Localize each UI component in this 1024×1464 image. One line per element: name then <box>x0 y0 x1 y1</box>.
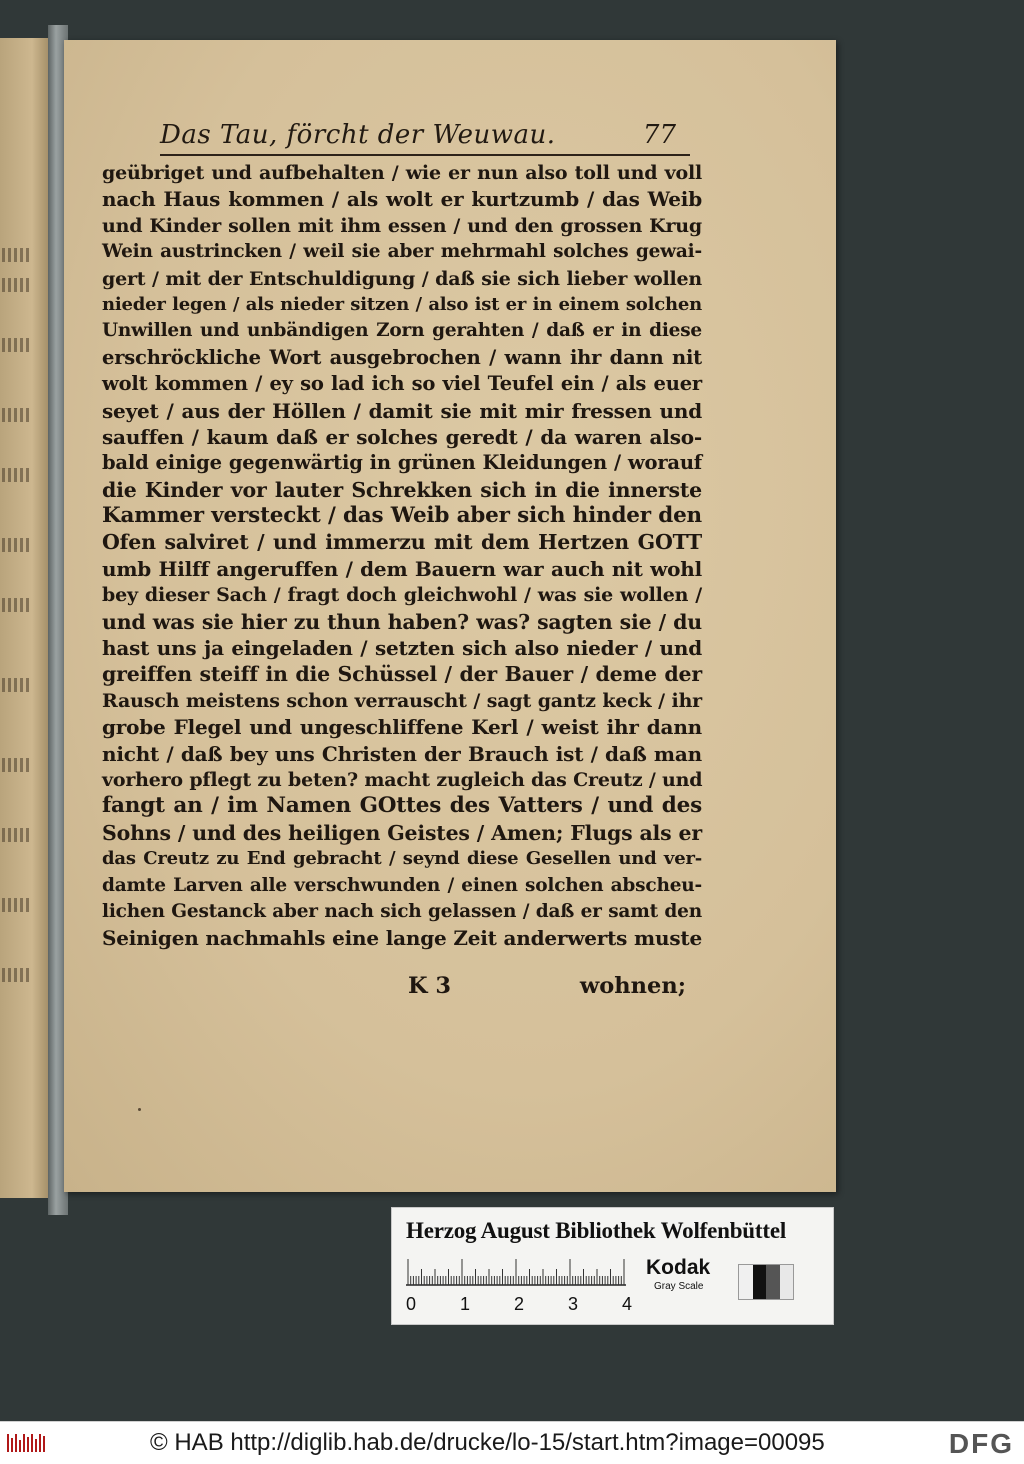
text-line: sauffen / kaum daß er solches geredt / da waren also- <box>102 424 702 449</box>
scale-label: 0 <box>406 1294 417 1314</box>
text-line: damte Larven alle verschwunden / einen solchen abscheu- <box>102 874 702 896</box>
body-text <box>102 160 702 952</box>
text-line: wolt kommen / ey so lad ich so viel Teufel ein / als euer <box>102 372 702 396</box>
ruler-icon <box>406 1258 626 1286</box>
text-line: grobe Flegel und ungeschliffene Kerl / weist ihr dann <box>102 715 702 740</box>
text-fragment <box>2 598 32 612</box>
page-footer <box>102 973 686 1003</box>
text-line: lichen Gestanck aber nach sich gelassen / daß er samt den <box>102 900 702 922</box>
text-line: hast uns ja eingeladen / setzten sich also nieder / und <box>102 636 702 661</box>
text-fragment <box>2 408 32 422</box>
gray-patch-icon <box>738 1264 794 1300</box>
text-line: Sohns / und des heiligen Geistes / Amen; Flugs als er <box>102 820 702 845</box>
scale-label: 1 <box>460 1294 471 1314</box>
running-title: Das Tau, förcht der Weuwau. <box>160 120 556 150</box>
scale-label: 4 <box>622 1294 633 1314</box>
text-line: fangt an / im Namen GOttes des Vatters / und des <box>102 793 702 819</box>
signature-mark: K 3 <box>408 973 452 999</box>
text-line: erschröckliche Wort ausgebrochen / wann ihr dann nit <box>102 345 702 369</box>
color-target-card <box>391 1207 834 1325</box>
text-fragment <box>2 968 32 982</box>
text-line: gert / mit der Entschuldigung / daß sie sich lieber wollen <box>102 267 702 290</box>
text-line: und was sie hier zu thun haben? was? sagten sie / du <box>102 609 702 634</box>
text-fragment <box>2 538 32 552</box>
text-fragment <box>2 468 32 482</box>
text-line: nach Haus kommen / als wolt er kurtzumb / das Weib <box>102 187 702 212</box>
paper-speck <box>138 1108 141 1111</box>
bottom-bar <box>0 1421 1024 1464</box>
text-line: die Kinder vor lauter Schrekken sich in die innerste <box>102 477 702 502</box>
text-line: nicht / daß bey uns Christen der Brauch ist / daß man <box>102 741 702 766</box>
text-line: bey dieser Sach / fragt doch gleichwohl / was sie wollen / <box>102 584 702 607</box>
copyright-line <box>150 1429 825 1457</box>
text-line: Kammer versteckt / das Weib aber sich hinder den <box>102 503 702 529</box>
text-line: vorhero pflegt zu beten? macht zugleich das Creutz / und <box>102 768 703 791</box>
text-line: nieder legen / als nieder sitzen / also ist er in einem solchen <box>102 293 702 315</box>
text-line: Wein austrincken / weil sie aber mehrmahl solches gewai- <box>102 241 702 263</box>
text-fragment <box>2 828 32 842</box>
running-header <box>160 118 690 156</box>
text-fragment <box>2 338 32 352</box>
text-line: umb Hilff angeruffen / dem Bauern war auch nit wohl <box>102 556 702 581</box>
text-line: seyet / aus der Höllen / damit sie mit mir fressen und <box>102 398 702 423</box>
copyright-text: © HAB <box>150 1429 224 1456</box>
text-line: das Creutz zu End gebracht / seynd diese Gesellen und ver- <box>102 848 702 870</box>
text-line: Rausch meistens schon verrauscht / sagt gantz keck / ihr <box>102 689 702 712</box>
text-line: Unwillen und unbändigen Zorn gerahten / daß er in diese <box>102 320 702 342</box>
text-line: geübriget und aufbehalten / wie er nun also toll und voll <box>102 162 702 184</box>
text-fragment <box>2 678 32 692</box>
text-fragment <box>2 248 32 262</box>
scale-label: 3 <box>568 1294 579 1314</box>
hab-logo-icon <box>6 1432 46 1454</box>
catchword: wohnen; <box>579 973 686 999</box>
brand-label: Kodak <box>646 1256 711 1279</box>
gray-scale-label: Gray Scale <box>654 1281 704 1292</box>
text-line: Seinigen nachmahls eine lange Zeit anderwerts muste <box>102 926 702 951</box>
scale-label: 2 <box>514 1294 525 1314</box>
text-fragment <box>2 758 32 772</box>
source-url-link[interactable]: http://diglib.hab.de/drucke/lo-15/start.htm?image=00095 <box>230 1429 825 1456</box>
text-line: Ofen salviret / und immerzu mit dem Hertzen GOTT <box>102 530 702 555</box>
text-line: greiffen steiff in die Schüssel / der Bauer / deme der <box>102 662 702 687</box>
text-line: und Kinder sollen mit ihm essen / und den grossen Krug <box>102 214 702 237</box>
page-number: 77 <box>642 120 676 150</box>
text-line: bald einige gegenwärtig in grünen Kleidungen / worauf <box>102 451 702 475</box>
text-fragment <box>2 898 32 912</box>
institution-label: Herzog August Bibliothek Wolfenbüttel <box>406 1218 787 1243</box>
text-fragment <box>2 278 32 292</box>
dfg-logo: DFG <box>948 1428 1014 1459</box>
